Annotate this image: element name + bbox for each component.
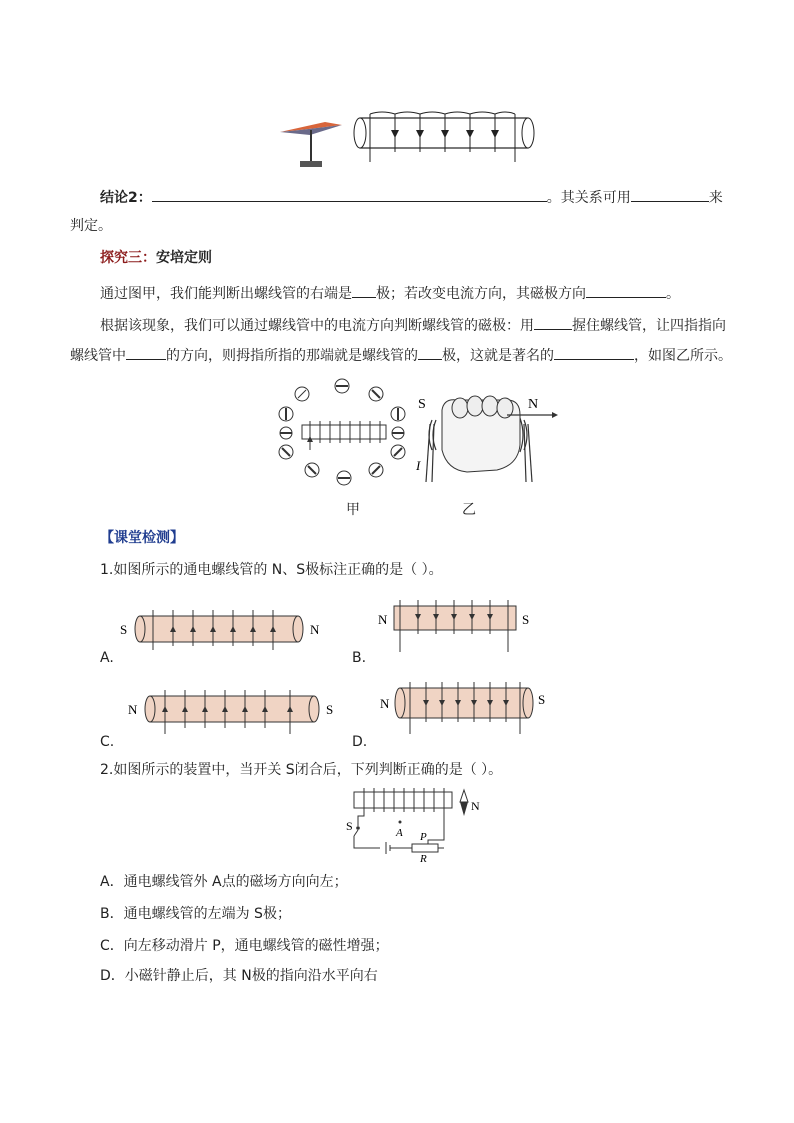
small-magnetic-needle-icon — [460, 790, 468, 816]
q1-option-B-letter[interactable]: B. — [352, 650, 367, 666]
q1-option-B-figure — [372, 592, 542, 660]
conclusion2-label: 结论2： — [100, 190, 152, 206]
current-blank[interactable] — [126, 344, 166, 360]
pole-blank-2[interactable] — [418, 344, 442, 360]
q1-B-left-pole: N — [378, 612, 388, 627]
q1-D-right-pole: S — [538, 692, 546, 707]
para3-text-c: 极，这就是著名的 — [442, 348, 554, 364]
explore3-para3 — [70, 344, 732, 366]
compass-needle-stand — [280, 122, 342, 167]
figure-yi — [412, 390, 562, 490]
hand-label-S: S — [418, 397, 426, 412]
para1-text-b: 极；若改变电流方向，其磁极方向 — [376, 286, 586, 302]
q2-choice-B[interactable]: B．通电螺线管的左端为 S极； — [100, 906, 291, 922]
q2-circuit-figure — [340, 786, 490, 864]
pole-blank-1[interactable] — [352, 282, 376, 298]
solenoid — [354, 112, 534, 162]
explore3-para2 — [100, 314, 726, 336]
hand-grip-illustration — [426, 396, 558, 482]
q1-option-D-letter[interactable]: D. — [352, 734, 368, 750]
circuit-label-P: P — [420, 831, 427, 843]
q1-option-D-figure — [374, 678, 554, 738]
pole-direction-blank[interactable] — [586, 282, 666, 298]
q1-A-right-pole: N — [310, 622, 320, 637]
figure-yi-caption: 乙 — [462, 502, 476, 518]
explore3-heading — [100, 248, 212, 268]
conclusion2-mid: 。其关系可用 — [546, 190, 631, 206]
jia-solenoid — [302, 421, 386, 450]
relation-blank[interactable] — [631, 186, 709, 202]
para3-text-d: ，如图乙所示。 — [634, 348, 732, 364]
para2-text-a: 根据该现象，我们可以通过螺线管中的电流方向判断螺线管的磁极：用 — [100, 318, 534, 334]
figure-jia — [272, 378, 412, 486]
q1-stem: 1.如图所示的通电螺线管的 N、S极标注正确的是（ ）。 — [100, 562, 443, 578]
q1-option-C-letter[interactable]: C. — [100, 734, 115, 750]
para1-text-c: 。 — [666, 286, 680, 302]
q1-C-right-pole: S — [326, 702, 334, 717]
para1-text-a: 通过图甲，我们能判断出螺线管的右端是 — [100, 286, 352, 302]
circuit-label-N: N — [471, 799, 480, 813]
circuit-label-S: S — [346, 819, 353, 833]
hand-label-I: I — [416, 458, 421, 473]
conclusion2-line2: 判定。 — [70, 218, 112, 234]
hand-blank[interactable] — [534, 314, 572, 330]
explore3-label: 探究三： — [100, 250, 156, 266]
conclusion2-line — [100, 186, 723, 208]
q1-option-A-figure — [118, 600, 328, 660]
para2-text-b: 握住螺线管，让四指指向 — [572, 318, 726, 334]
rule-name-blank[interactable] — [554, 344, 634, 360]
explore3-para1 — [100, 282, 680, 304]
check-heading: 【课堂检测】 — [100, 530, 184, 546]
q2-stem: 2.如图所示的装置中，当开关 S闭合后，下列判断正确的是（ ）。 — [100, 762, 503, 778]
circuit-label-A: A — [396, 827, 403, 839]
para3-text-a: 螺线管中 — [70, 348, 126, 364]
q2-choice-C[interactable]: C．向左移动滑片 P，通电螺线管的磁性增强； — [100, 938, 389, 954]
q1-option-A-letter[interactable]: A. — [100, 650, 114, 666]
q1-A-left-pole: S — [120, 622, 128, 637]
q2-choice-A[interactable]: A．通电螺线管外 A点的磁场方向向左； — [100, 874, 348, 890]
explore3-title: 安培定则 — [156, 250, 212, 266]
conclusion2-blank[interactable] — [152, 186, 547, 202]
q1-D-left-pole: N — [380, 696, 390, 711]
conclusion2-end: 来 — [708, 190, 723, 206]
q1-B-right-pole: S — [522, 612, 530, 627]
q1-option-C-figure — [120, 684, 340, 744]
figure-jia-caption: 甲 — [346, 502, 360, 518]
q2-choice-D[interactable]: D．小磁针静止后，其 N极的指向沿水平向右 — [100, 968, 378, 984]
hand-label-N: N — [528, 397, 539, 412]
q1-C-left-pole: N — [128, 702, 138, 717]
circuit-label-R: R — [420, 853, 427, 864]
para3-text-b: 的方向，则拇指所指的那端就是螺线管的 — [166, 348, 418, 364]
top-figure — [270, 100, 540, 175]
